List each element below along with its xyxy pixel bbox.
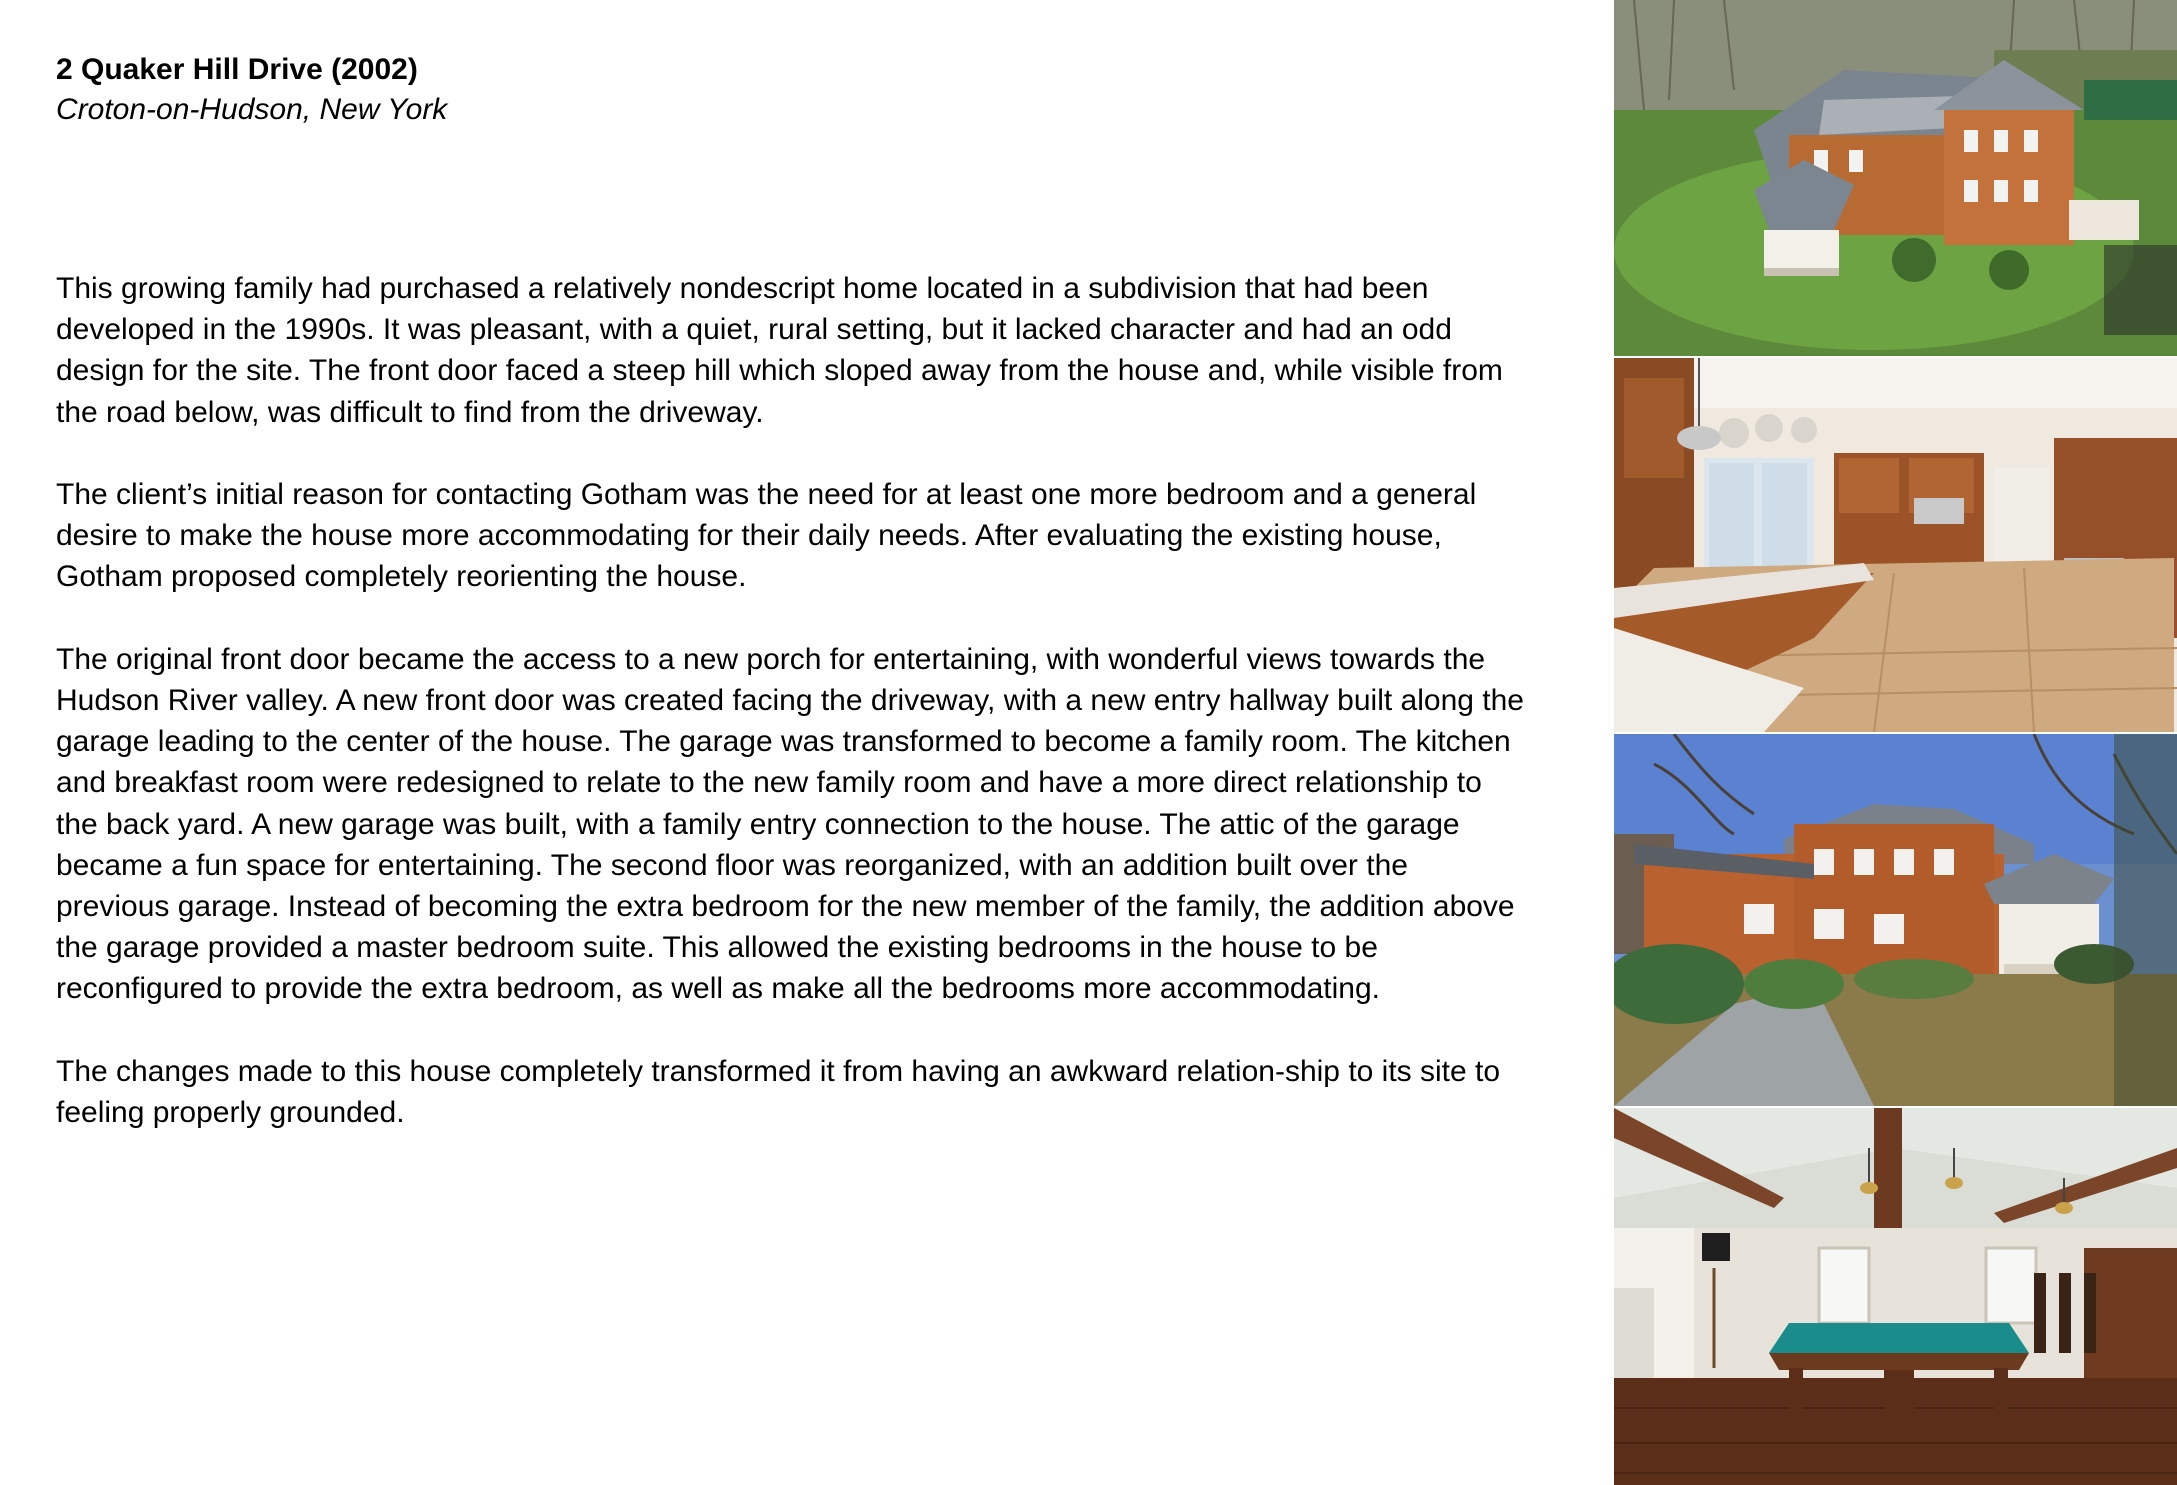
project-title: 2 Quaker Hill Drive (2002) xyxy=(56,53,418,86)
paragraph-client-request: The client’s initial reason for contacting Gotham was the need for at least one more bedroom and a general desire to make the house more accommodating for their daily needs. After evaluating the existing house, Gotham proposed completely reorienting the house. xyxy=(56,478,1477,594)
photo-kitchen xyxy=(1614,358,2177,732)
project-location: Croton-on-Hudson, New York xyxy=(56,93,448,126)
photo-column xyxy=(1614,0,2177,1485)
photo-aerial-exterior xyxy=(1614,0,2177,356)
text-column xyxy=(56,50,1526,1174)
photo-game-room xyxy=(1614,1108,2177,1485)
project-description xyxy=(56,268,1526,1133)
paragraph-conclusion: The changes made to this house completely transformed it from having an awkward relation-ship to its site to feeling properly grounded. xyxy=(56,1054,1501,1130)
photo-exterior-yard xyxy=(1614,734,2177,1106)
paragraph-intro: This growing family had purchased a relatively nondescript home located in a subdivision that had been developed in the 1990s. It was pleasant, with a quiet, rural setting, but it lacked character and had an odd design for the site. The front door faced a steep hill which sloped away from the house and, while visible from the road below, was difficult to find from the driveway. xyxy=(56,272,1503,429)
paragraph-renovation: The original front door became the access to a new porch for entertaining, with wonderful views towards the Hudson River valley. A new front door was created facing the driveway, with a new entry hallway built along the garage leading to the center of the house. The garage was transformed to become a family room. The kitchen and breakfast room were redesigned to relate to the new family room and have a more direct relationship to the back yard. A new garage was built, with a family entry connection to the house. The attic of the garage became a fun space for entertaining. The second floor was reorganized, with an addition built over the previous garage. Instead of becoming the extra bedroom for the new member of the family, the addition above the garage provided a master bedroom suite. This allowed the existing bedrooms in the house to be reconfigured to provide the extra bedroom, as well as make all the bedrooms more accommodating. xyxy=(56,642,1524,1006)
